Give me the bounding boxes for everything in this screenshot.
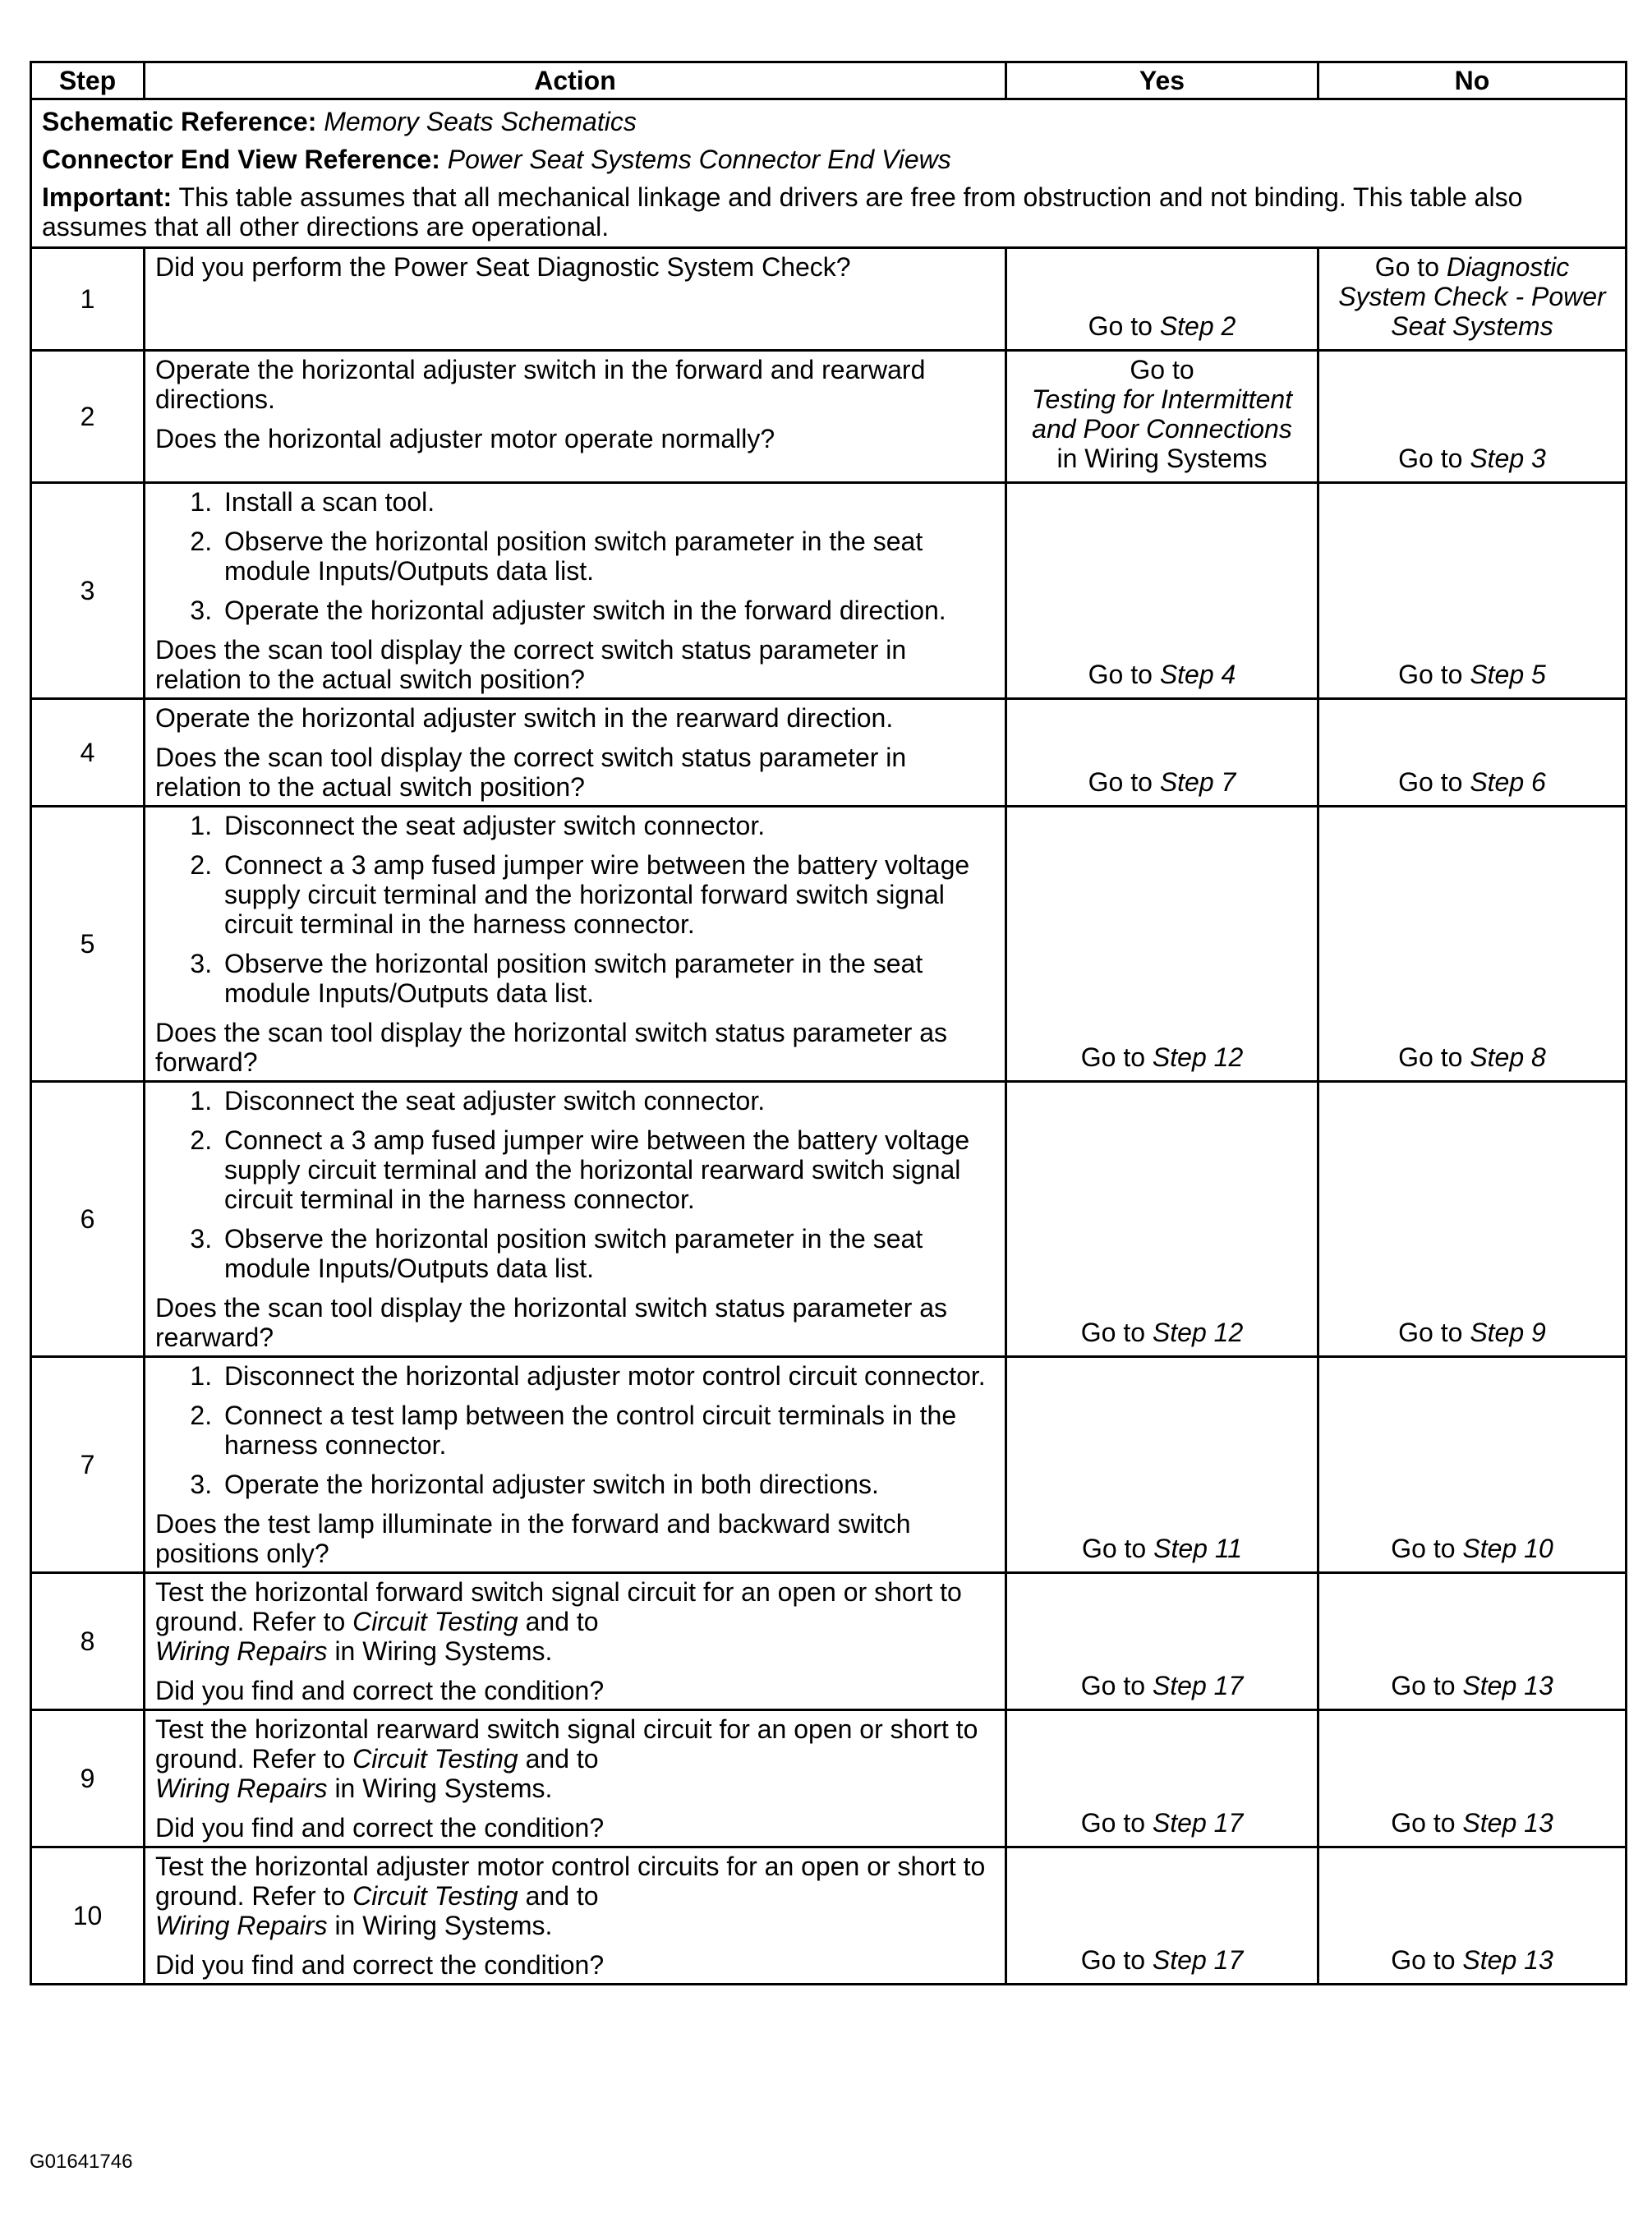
list-item: 3. Operate the horizontal adjuster switch in both directions. <box>219 1470 995 1499</box>
no-target-link: Step 13 <box>1462 1808 1553 1838</box>
go-to-text: Go to <box>1080 1808 1146 1838</box>
go-to-text: Go to <box>1398 767 1463 797</box>
action-instruction <box>155 1852 995 1940</box>
action-instruction: Operate the horizontal adjuster switch in the rearward direction. <box>155 703 894 733</box>
yes-target-link: Step 7 <box>1159 767 1236 797</box>
action-question: Does the scan tool display the horizontal switch status parameter as forward? <box>155 1018 948 1077</box>
no-target-link: Step 10 <box>1462 1534 1553 1563</box>
go-to-text: Go to <box>1398 1318 1463 1347</box>
action-cell <box>145 1710 1006 1847</box>
no-target-link: Diagnostic System Check - Power Seat Systems <box>1338 252 1606 341</box>
wiring-repairs-link: Wiring Repairs <box>155 1774 328 1803</box>
action-question: Does the scan tool display the horizontal switch status parameter as rearward? <box>155 1293 948 1352</box>
list-item: 1. Disconnect the seat adjuster switch connector. <box>219 811 995 840</box>
no-target-link: Step 3 <box>1470 444 1546 473</box>
no-target-link: Step 13 <box>1462 1671 1553 1700</box>
action-cell <box>145 699 1006 807</box>
diagnostic-table <box>30 61 1627 1985</box>
list-item: 1. Disconnect the seat adjuster switch connector. <box>219 1086 995 1116</box>
no-target-link: Step 9 <box>1470 1318 1546 1347</box>
action-instruction <box>155 1714 995 1803</box>
action-question: Did you find and correct the condition? <box>155 1950 605 1980</box>
step-number: 3 <box>31 483 145 699</box>
step-row <box>31 1847 1627 1985</box>
list-item: 2. Observe the horizontal position switch parameter in the seat module Inputs/Outputs data list. <box>219 527 995 586</box>
step-row <box>31 248 1627 351</box>
no-target-link: Step 8 <box>1470 1042 1546 1072</box>
yes-target-link: Step 12 <box>1152 1318 1244 1347</box>
schematic-link: Memory Seats Schematics <box>324 107 637 136</box>
instruction-text: in Wiring Systems. <box>334 1911 553 1940</box>
step-number: 4 <box>31 699 145 807</box>
yes-result <box>1006 1710 1318 1847</box>
action-question: Did you find and correct the condition? <box>155 1676 605 1705</box>
instruction-text: Test the horizontal forward switch signal circuit for an open or short to ground. Refer to <box>155 1577 962 1636</box>
yes-target-link: Step 4 <box>1159 660 1236 689</box>
go-to-text: Go to <box>1391 1808 1456 1838</box>
circuit-testing-link: Circuit Testing <box>352 1881 518 1911</box>
list-item: 2. Connect a 3 amp fused jumper wire between the battery voltage supply circuit terminal and the horizontal forward switch signal circuit terminal in the harness connector. <box>219 850 995 939</box>
no-target-link: Step 6 <box>1470 767 1546 797</box>
step-number: 1 <box>31 248 145 351</box>
connector-reference <box>42 145 1615 174</box>
action-instruction <box>155 1577 995 1666</box>
step-row <box>31 351 1627 483</box>
go-to-text: Go to <box>1080 1042 1146 1072</box>
list-item: 2. Connect a test lamp between the control circuit terminals in the harness connector. <box>219 1401 995 1460</box>
go-to-text: Go to <box>1081 1534 1147 1563</box>
action-question: Does the horizontal adjuster motor operate normally? <box>155 424 775 453</box>
no-result <box>1318 807 1627 1082</box>
action-instruction: Operate the horizontal adjuster switch in the forward and rearward directions. <box>155 355 926 414</box>
action-list <box>155 1086 995 1283</box>
list-item: 2. Connect a 3 amp fused jumper wire between the battery voltage supply circuit terminal and the horizontal rearward switch signal circuit terminal in the harness connector. <box>219 1125 995 1214</box>
instruction-text: Test the horizontal rearward switch signal circuit for an open or short to ground. Refer to <box>155 1714 978 1774</box>
action-cell <box>145 1082 1006 1357</box>
no-result <box>1318 1082 1627 1357</box>
figure-id: G01641746 <box>30 2151 133 2173</box>
no-result <box>1318 699 1627 807</box>
go-to-text: Go to <box>1398 1042 1463 1072</box>
connector-label: Connector End View Reference: <box>42 145 440 174</box>
yes-target-link: Step 17 <box>1152 1945 1244 1975</box>
important-text: This table assumes that all mechanical linkage and drivers are free from obstruction and not binding. This table also assumes that all other directions are operational. <box>42 182 1523 242</box>
no-result <box>1318 483 1627 699</box>
go-to-text: Go to <box>1130 355 1194 384</box>
action-question: Does the scan tool display the correct switch status parameter in relation to the actual switch position? <box>155 743 907 802</box>
no-result <box>1318 1847 1627 1985</box>
header-row <box>31 62 1627 99</box>
action-cell <box>145 1357 1006 1573</box>
step-number: 2 <box>31 351 145 483</box>
step-row <box>31 483 1627 699</box>
action-question: Did you find and correct the condition? <box>155 1813 605 1843</box>
go-to-text: Go to <box>1088 660 1153 689</box>
action-cell <box>145 807 1006 1082</box>
yes-result <box>1006 1082 1318 1357</box>
header-no: No <box>1318 62 1627 99</box>
step-number: 6 <box>31 1082 145 1357</box>
reference-cell <box>31 99 1627 248</box>
yes-result <box>1006 1573 1318 1710</box>
yes-target-link: Step 17 <box>1152 1808 1244 1838</box>
action-question: Does the scan tool display the correct switch status parameter in relation to the actual switch position? <box>155 635 907 694</box>
yes-result <box>1006 248 1318 351</box>
action-cell <box>145 351 1006 483</box>
go-to-text: Go to <box>1080 1318 1146 1347</box>
step-row <box>31 699 1627 807</box>
instruction-text: and to <box>525 1744 599 1774</box>
yes-result <box>1006 1847 1318 1985</box>
action-list <box>155 811 995 1008</box>
list-item: 3. Operate the horizontal adjuster switch in the forward direction. <box>219 596 995 625</box>
yes-target-link: Step 17 <box>1152 1671 1244 1700</box>
important-note <box>42 182 1615 242</box>
no-result <box>1318 1710 1627 1847</box>
no-result <box>1318 351 1627 483</box>
step-number: 8 <box>31 1573 145 1710</box>
step-number: 5 <box>31 807 145 1082</box>
header-action: Action <box>145 62 1006 99</box>
header-step: Step <box>31 62 145 99</box>
yes-result <box>1006 351 1318 483</box>
go-to-text: Go to <box>1398 660 1463 689</box>
yes-target-link: Step 2 <box>1159 311 1236 341</box>
go-to-text: Go to <box>1080 1945 1146 1975</box>
go-to-text: Go to <box>1088 767 1153 797</box>
go-to-text: Go to <box>1374 252 1439 282</box>
yes-target-link: Step 11 <box>1153 1534 1243 1563</box>
no-result <box>1318 1357 1627 1573</box>
instruction-text: in Wiring Systems. <box>334 1774 553 1803</box>
action-question: Did you perform the Power Seat Diagnostic System Check? <box>155 252 851 282</box>
step-row <box>31 1710 1627 1847</box>
go-to-text: Go to <box>1391 1945 1456 1975</box>
reference-row <box>31 99 1627 248</box>
action-cell <box>145 1573 1006 1710</box>
important-label: Important: <box>42 182 173 212</box>
wiring-repairs-link: Wiring Repairs <box>155 1636 328 1666</box>
instruction-text: and to <box>525 1607 599 1636</box>
no-result <box>1318 248 1627 351</box>
go-to-text: Go to <box>1391 1671 1456 1700</box>
no-target-link: Step 5 <box>1470 660 1546 689</box>
step-row <box>31 1082 1627 1357</box>
connector-link: Power Seat Systems Connector End Views <box>447 145 951 174</box>
yes-result <box>1006 699 1318 807</box>
step-number: 10 <box>31 1847 145 1985</box>
instruction-text: and to <box>525 1881 599 1911</box>
instruction-text: in Wiring Systems. <box>334 1636 553 1666</box>
yes-result <box>1006 483 1318 699</box>
go-to-text: Go to <box>1080 1671 1146 1700</box>
circuit-testing-link: Circuit Testing <box>352 1607 518 1636</box>
step-row <box>31 1357 1627 1573</box>
go-to-text: Go to <box>1398 444 1463 473</box>
yes-result <box>1006 1357 1318 1573</box>
no-target-link: Step 13 <box>1462 1945 1553 1975</box>
list-item: 3. Observe the horizontal position switch parameter in the seat module Inputs/Outputs data list. <box>219 949 995 1008</box>
step-row <box>31 1573 1627 1710</box>
step-number: 9 <box>31 1710 145 1847</box>
no-result <box>1318 1573 1627 1710</box>
list-item: 3. Observe the horizontal position switch parameter in the seat module Inputs/Outputs data list. <box>219 1224 995 1283</box>
schematic-reference <box>42 107 1615 136</box>
go-to-text: Go to <box>1088 311 1153 341</box>
step-number: 7 <box>31 1357 145 1573</box>
action-cell <box>145 248 1006 351</box>
action-cell <box>145 1847 1006 1985</box>
step-row <box>31 807 1627 1082</box>
schematic-label: Schematic Reference: <box>42 107 317 136</box>
yes-target-link: Testing for Intermittent and Poor Connections <box>1031 384 1293 444</box>
header-yes: Yes <box>1006 62 1318 99</box>
action-list <box>155 487 995 625</box>
circuit-testing-link: Circuit Testing <box>352 1744 518 1774</box>
yes-result <box>1006 807 1318 1082</box>
yes-suffix: in Wiring Systems <box>1056 444 1268 473</box>
action-list <box>155 1361 995 1499</box>
action-cell <box>145 483 1006 699</box>
go-to-text: Go to <box>1391 1534 1456 1563</box>
instruction-text: Test the horizontal adjuster motor control circuits for an open or short to ground. Refer to <box>155 1852 986 1911</box>
action-question: Does the test lamp illuminate in the forward and backward switch positions only? <box>155 1509 911 1568</box>
list-item: 1. Disconnect the horizontal adjuster motor control circuit connector. <box>219 1361 995 1391</box>
step-rows <box>31 248 1627 1985</box>
list-item: 1. Install a scan tool. <box>219 487 995 517</box>
yes-target-link: Step 12 <box>1152 1042 1244 1072</box>
wiring-repairs-link: Wiring Repairs <box>155 1911 328 1940</box>
